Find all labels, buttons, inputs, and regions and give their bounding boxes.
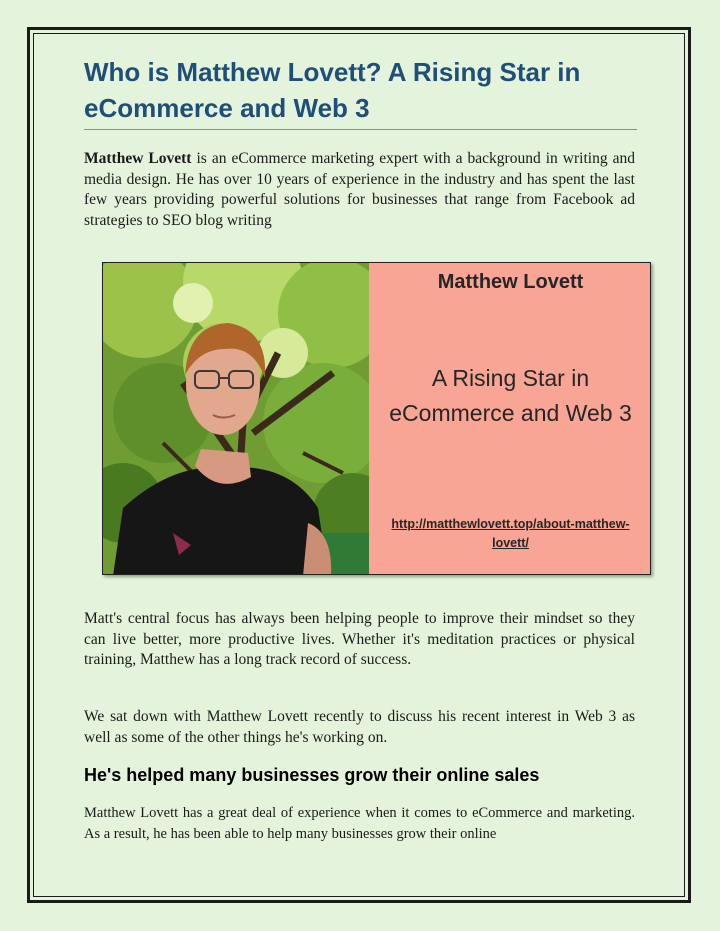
portrait-photo xyxy=(103,263,369,575)
paragraph-focus: Matt's central focus has always been helping people to improve their mindset so they can live better, more productive lives. Whether it's meditation practices or physical training, Matthew has a long track record of success. xyxy=(84,610,635,668)
paragraph-experience: Matthew Lovett has a great deal of experience when it comes to eCommerce and marketing. As a result, he has been able to help many businesses grow their online xyxy=(84,805,635,842)
section-heading: He's helped many businesses grow their online sales xyxy=(84,765,540,785)
intro-text: is an eCommerce marketing expert with a background in writing and media design. He has over 10 years of experience in the industry and has spent the last few years providing powerful solutions for businesses that range from Facebook ad strategies to SEO blog writing xyxy=(84,150,635,229)
article-title: Who is Matthew Lovett? A Rising Star in eCommerce and Web 3 xyxy=(84,57,581,123)
banner-tagline: A Rising Star in eCommerce and Web 3 xyxy=(389,365,632,426)
intro-name: Matthew Lovett xyxy=(84,150,192,167)
banner-text-panel xyxy=(369,263,651,575)
banner-url-link[interactable]: http://matthewlovett.top/about-matthew-lovett/ xyxy=(391,517,630,550)
paragraph-interview: We sat down with Matthew Lovett recently to discuss his recent interest in Web 3 as well as some of the other things he's working on. xyxy=(84,708,635,746)
intro-paragraph xyxy=(84,149,635,231)
title-divider xyxy=(84,129,637,130)
feature-banner xyxy=(102,262,651,575)
banner-name: Matthew Lovett xyxy=(437,271,584,293)
